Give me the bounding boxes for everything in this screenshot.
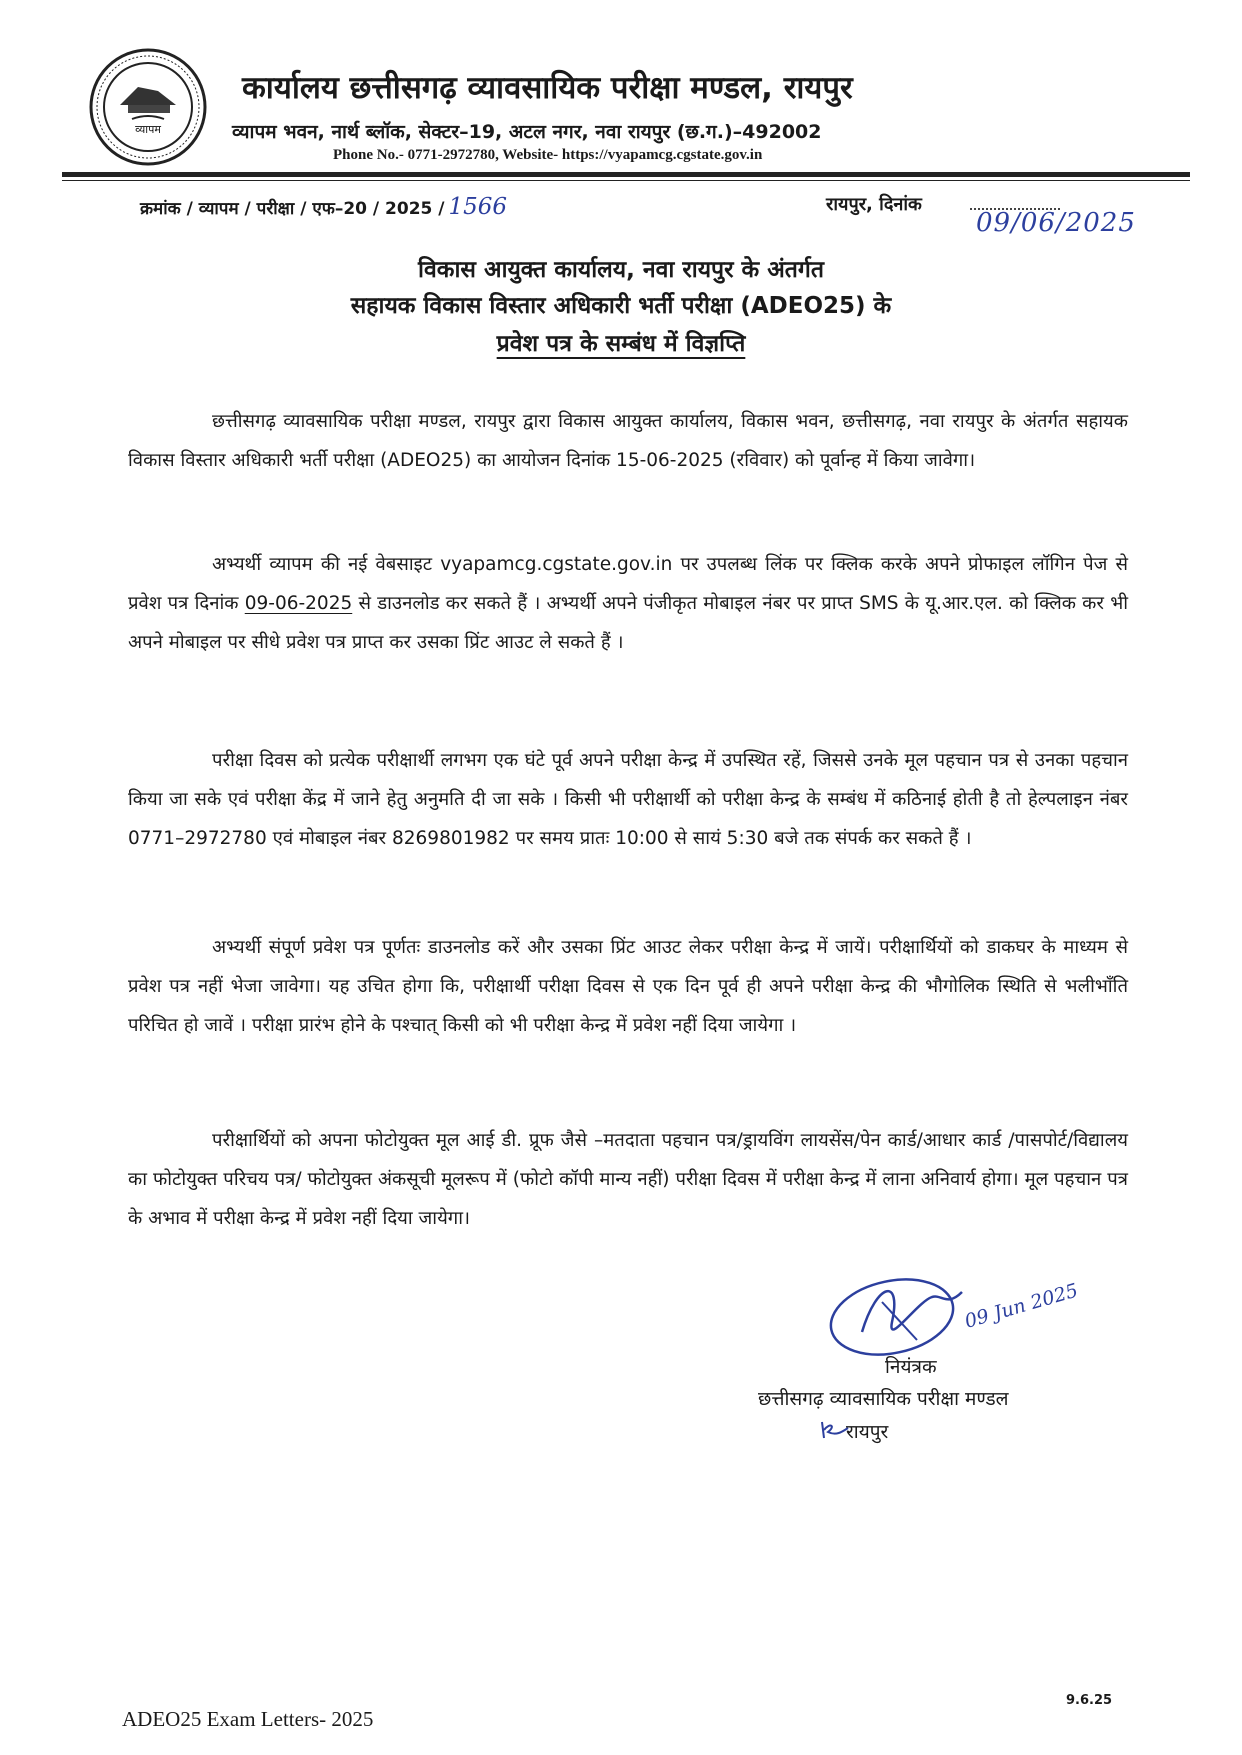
handwritten-date: 09/06/2025	[976, 208, 1136, 238]
heading-line-2: सहायक विकास विस्तार अधिकारी भर्ती परीक्षा (ADEO25) के	[350, 293, 892, 319]
signatory-organization: छत्तीसगढ़ व्यावसायिक परीक्षा मण्डल	[758, 1388, 1009, 1410]
paragraph-2-part-b: से डाउनलोड कर सकते हैं । अभ्यर्थी अपने पंजीकृत मोबाइल नंबर पर प्राप्त SMS के यू.आर.एल. को क्लिक कर भी अपने मोबाइल पर सीधे प्रवेश पत्र प्राप्त कर उसका प्रिंट आउट ले सकते हैं ।	[128, 593, 1128, 653]
heading-line-1: विकास आयुक्त कार्यालय, नवा रायपुर के अंतर्गत	[418, 257, 824, 283]
handwritten-reference-number: 1566	[448, 194, 508, 220]
date-label: रायपुर, दिनांक	[826, 194, 922, 215]
paragraph-2-part-a: अभ्यर्थी व्यापम की नई वेबसाइट vyapamcg.cgstate.gov.in पर उपलब्ध लिंक पर क्लिक करके अपने प्रोफाइल लॉगिन पेज से प्रवेश पत्र दिनांक	[128, 554, 1128, 614]
paragraph-reporting-helpline: परीक्षा दिवस को प्रत्येक परीक्षार्थी लगभग एक घंटे पूर्व अपने परीक्षा केन्द्र में उपस्थित रहें, जिससे उनके मूल पहचान पत्र से उनका पहचान किया जा सके एवं परीक्षा केंद्र में जाने हेतु अनुमति दी जा सके । किसी भी परीक्षार्थी को परीक्षा केन्द्र के सम्बंध में कठिनाई होती है तो हेल्पलाइन नंबर 0771–2972780 एवं मोबाइल नंबर 8269801982 पर समय प्रातः 10:00 से सायं 5:30 बजे तक संपर्क कर सकते हैं ।	[128, 750, 1128, 849]
footer-label: ADEO25 Exam Letters- 2025	[122, 1707, 374, 1731]
svg-text:व्यापम: व्यापम	[135, 123, 161, 136]
svg-text:09 Jun 2025: 09 Jun 2025	[962, 1279, 1081, 1333]
header-divider-thin	[62, 180, 1190, 181]
signatory-city: रायपुर	[846, 1421, 889, 1443]
paragraph-admit-card-download	[128, 545, 1128, 662]
paragraph-print-instructions: अभ्यर्थी संपूर्ण प्रवेश पत्र पूर्णतः डाउनलोड करें और उसका प्रिंट आउट लेकर परीक्षा केन्द्र में जायें। परीक्षार्थियों को डाकघर के माध्यम से प्रवेश पत्र नहीं भेजा जावेगा। यह उचित होगा कि, परीक्षार्थी परीक्षा दिवस से एक दिन पूर्व ही अपने परीक्षा केन्द्र की भौगोलिक स्थिति से भलीभाँति परिचित हो जावें । परीक्षा प्रारंभ होने के पश्चात् किसी को भी परीक्षा केन्द्र में प्रवेश नहीं दिया जायेगा ।	[128, 937, 1128, 1036]
heading-line-3	[0, 326, 1242, 358]
reference-number	[140, 194, 507, 220]
paragraph-id-proof: परीक्षार्थियों को अपना फोटोयुक्त मूल आई डी. प्रूफ जैसे –मतदाता पहचान पत्र/ड्रायविंग लायसेंस/पेन कार्ड/आधार कार्ड /पासपोर्ट/विद्यालय का फोटोयुक्त परिचय पत्र/ फोटोयुक्त अंकसूची मूलरूप में (फोटो कॉपी मान्य नहीं) परीक्षा दिवस में परीक्षा केन्द्र में लाना अनिवार्य होगा। मूल पहचान पत्र के अभाव में परीक्षा केन्द्र में प्रवेश नहीं दिया जायेगा।	[128, 1130, 1128, 1229]
download-date: 09-06-2025	[244, 593, 353, 614]
organization-address: व्यापम भवन, नार्थ ब्लॉक, सेक्टर–19, अटल नगर, नवा रायपुर (छ.ग.)–492002	[232, 121, 822, 143]
signatory-title: नियंत्रक	[885, 1356, 937, 1378]
board-logo-seal	[88, 47, 208, 167]
reference-prefix: क्रमांक / व्यापम / परीक्षा / एफ–20 / 2025 /	[140, 199, 445, 219]
paragraph-exam-date: छत्तीसगढ़ व्यावसायिक परीक्षा मण्डल, रायपुर द्वारा विकास आयुक्त कार्यालय, विकास भवन, छत्तीसगढ़, नवा रायपुर के अंतर्गत सहायक विकास विस्तार अधिकारी भर्ती परीक्षा (ADEO25) का आयोजन दिनांक 15-06-2025 (रविवार) को पूर्वान्ह में किया जावेगा।	[128, 411, 1128, 471]
header-divider	[62, 172, 1190, 177]
heading-notice-title: प्रवेश पत्र के सम्बंध में विज्ञप्ति	[496, 331, 746, 357]
footer-code: 9.6.25	[1066, 1693, 1113, 1708]
organization-contact: Phone No.- 0771-2972780, Website- https://vyapamcg.cgstate.gov.in	[333, 147, 763, 163]
controller-signature	[822, 1262, 1142, 1357]
organization-title: कार्यालय छत्तीसगढ़ व्यावसायिक परीक्षा मण्डल, रायपुर	[242, 70, 853, 106]
